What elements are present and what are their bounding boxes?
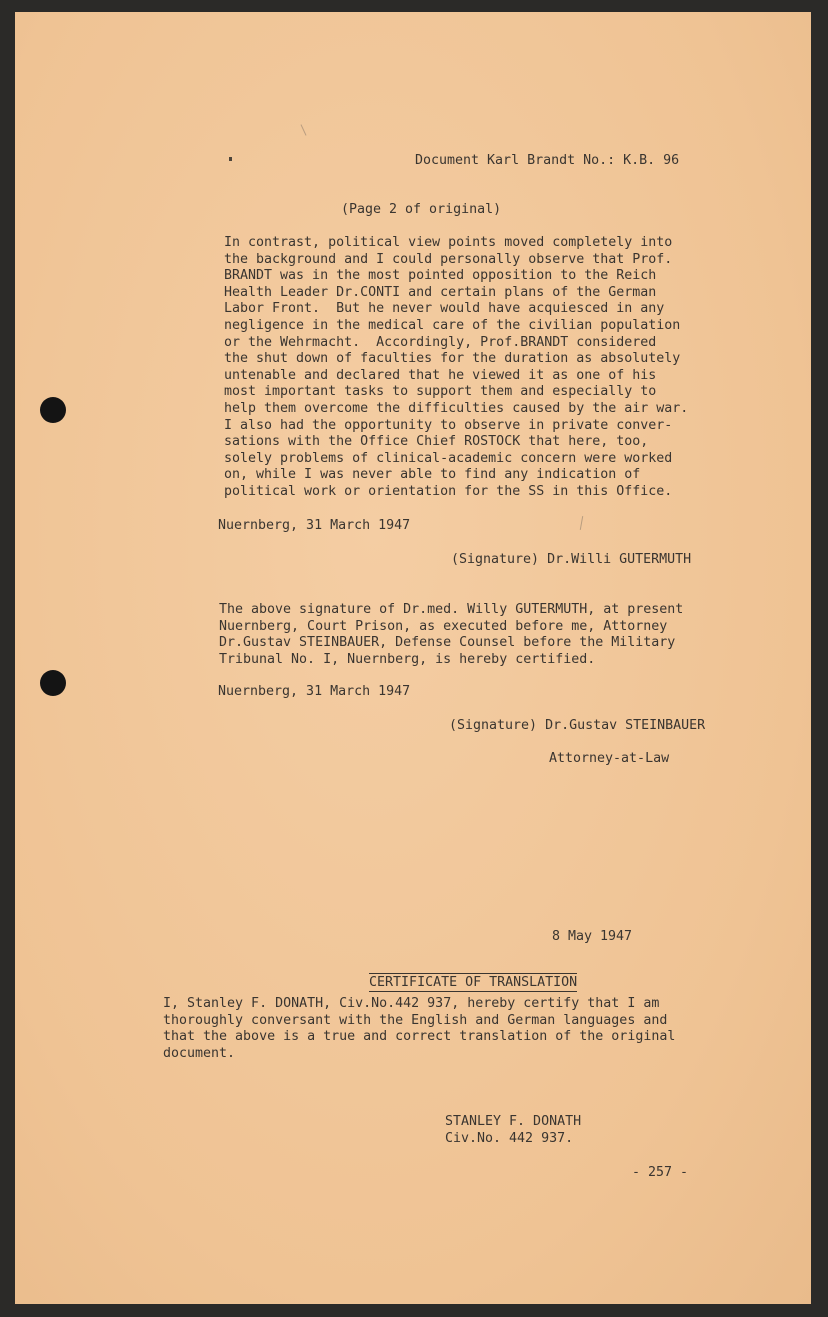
heading-text: CERTIFICATE OF TRANSLATION [369, 974, 578, 990]
stray-mark [580, 516, 583, 530]
translation-statement [163, 996, 675, 1062]
paragraph-line: sations with the Office Chief ROSTOCK that here, too, [224, 434, 649, 450]
paragraph-line: the background and I could personally observe that Prof. [224, 251, 673, 267]
certification-line: Nuernberg, Court Prison, as executed before me, Attorney [219, 618, 668, 634]
certification-line: Dr.Gustav STEINBAUER, Defense Counsel before the Military [219, 635, 676, 651]
paragraph-line: political work or orientation for the SS in this Office. [224, 483, 673, 499]
paragraph-line: most important tasks to support them and especially to [224, 384, 657, 400]
signature-title: Attorney-at-Law [549, 751, 670, 766]
paragraph-line: I also had the opportunity to observe in private conver- [224, 417, 673, 433]
translation-date: 8 May 1947 [552, 929, 633, 944]
statement-line: thoroughly conversant with the English and German languages and [163, 1012, 668, 1028]
translator-civ-no: Civ.No. 442 937. [445, 1131, 574, 1146]
paragraph-line: negligence in the medical care of the civilian population [224, 317, 681, 333]
punch-hole-bottom [40, 670, 66, 696]
paragraph-line: help them overcome the difficulties caused by the air war. [224, 400, 689, 416]
place-date: Nuernberg, 31 March 1947 [218, 518, 411, 533]
paragraph-line: untenable and declared that he viewed it as one of his [224, 367, 657, 383]
affidavit-paragraph [224, 235, 688, 501]
statement-line: that the above is a true and correct translation of the original [163, 1029, 676, 1045]
signature-gutermuth: (Signature) Dr.Willi GUTERMUTH [451, 552, 692, 567]
punch-hole-top [40, 397, 66, 423]
paragraph-line: In contrast, political view points moved completely into [224, 235, 673, 250]
page-note: (Page 2 of original) [341, 202, 502, 217]
signature-steinbauer: (Signature) Dr.Gustav STEINBAUER [449, 718, 706, 733]
paragraph-line: the shut down of faculties for the duration as absolutely [224, 351, 681, 367]
document-sheet [15, 12, 811, 1304]
statement-line: I, Stanley F. DONATH, Civ.No.442 937, hereby certify that I am [163, 996, 660, 1011]
certification-paragraph [219, 602, 683, 668]
paragraph-line: Health Leader Dr.CONTI and certain plans of the German [224, 284, 657, 300]
stray-mark [229, 157, 232, 161]
translator-name: STANLEY F. DONATH [445, 1114, 582, 1129]
place-date: Nuernberg, 31 March 1947 [218, 684, 411, 699]
certification-line: Tribunal No. I, Nuernberg, is hereby certified. [219, 651, 596, 667]
paragraph-line: on, while I was never able to find any indication of [224, 467, 641, 483]
document-reference: Document Karl Brandt No.: K.B. 96 [415, 153, 680, 168]
stray-mark [301, 124, 307, 135]
paragraph-line: Labor Front. But he never would have acquiesced in any [224, 301, 665, 317]
paragraph-line: or the Wehrmacht. Accordingly, Prof.BRANDT considered [224, 334, 657, 350]
certification-line: The above signature of Dr.med. Willy GUTERMUTH, at present [219, 602, 684, 617]
statement-line: document. [163, 1045, 236, 1061]
page-number: - 257 - [632, 1165, 689, 1180]
paragraph-line: BRANDT was in the most pointed opposition to the Reich [224, 268, 657, 284]
paragraph-line: solely problems of clinical-academic concern were worked [224, 450, 673, 466]
